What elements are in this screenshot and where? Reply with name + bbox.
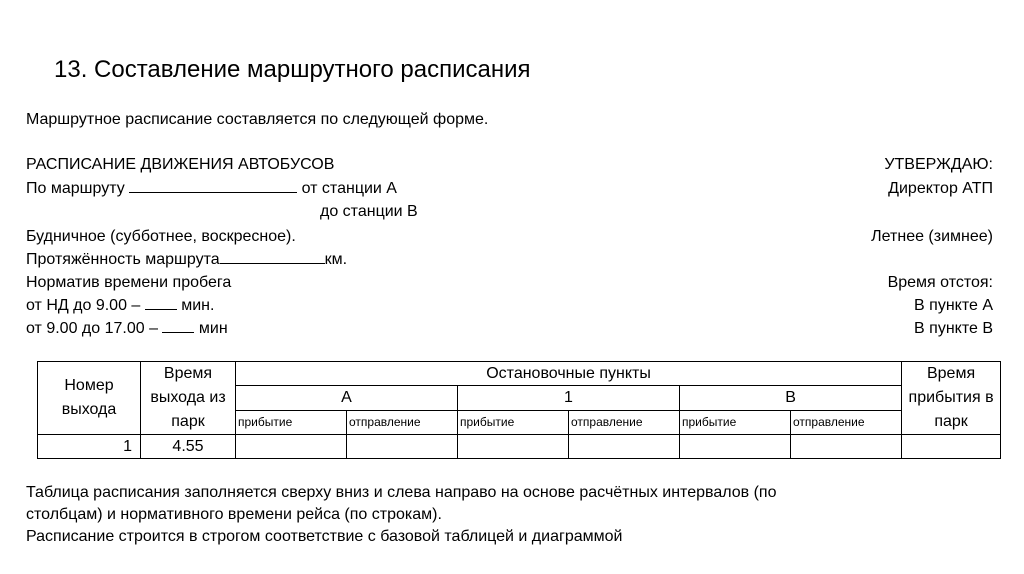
row-cell-1-arrival xyxy=(458,435,569,459)
length-blank xyxy=(220,249,325,264)
footer-line-2: столбцам) и нормативного времени рейса (по строкам). xyxy=(26,506,442,523)
header-b-arrival: прибытие xyxy=(680,410,791,434)
norm-1-prefix: от НД до 9.00 – xyxy=(26,297,141,314)
idle-b: В пункте В xyxy=(914,320,993,337)
row-depart-time: 4.55 xyxy=(141,435,236,459)
header-a-arrival: прибытие xyxy=(236,410,347,434)
header-stop-a: А xyxy=(236,386,458,410)
row-cell-b-arrival xyxy=(680,435,791,459)
header-stop-1: 1 xyxy=(458,386,680,410)
route-line xyxy=(26,177,397,200)
row-cell-a-arrival xyxy=(236,435,347,459)
row-exit-number: 1 xyxy=(38,435,141,459)
norm-2-blank xyxy=(162,318,194,333)
header-1-arrival: прибытие xyxy=(458,410,569,434)
day-type: Будничное (субботнее, воскресное). xyxy=(26,228,296,245)
idle-a: В пункте А xyxy=(914,297,993,314)
header-arrive-park: Время прибытия в парк xyxy=(902,362,1001,435)
season-label: Летнее (зимнее) xyxy=(871,228,993,245)
norm-2-suffix: мин xyxy=(198,320,228,337)
header-a-departure: отправление xyxy=(347,410,458,434)
footer-line-1: Таблица расписания заполняется сверху вниз и слева направо на основе расчётных интервалов (по xyxy=(26,484,777,501)
length-prefix: Протяжённость маршрута xyxy=(26,251,220,268)
norm-1-blank xyxy=(145,295,177,310)
norm-2-line xyxy=(26,317,228,340)
row-cell-arrive-park xyxy=(902,435,1001,459)
norm-1-line xyxy=(26,294,214,317)
norm-1-suffix: мин. xyxy=(181,297,215,314)
header-depart-park: Время выхода из парк xyxy=(141,362,236,435)
row-cell-a-departure xyxy=(347,435,458,459)
header-b-departure: отправление xyxy=(791,410,902,434)
norm-heading: Норматив времени пробега xyxy=(26,274,232,291)
approve-label: УТВЕРЖДАЮ: xyxy=(884,156,993,173)
director-label: Директор АТП xyxy=(888,180,993,197)
header-exit-number: Номер выхода xyxy=(38,362,141,435)
footer-line-3: Расписание строится в строгом соответствие с базовой таблицей и диаграммой xyxy=(26,528,623,545)
route-blank xyxy=(129,178,297,193)
page-title: 13. Составление маршрутного расписания xyxy=(54,56,531,83)
table-row xyxy=(38,435,1001,459)
schedule-table xyxy=(37,361,1001,459)
row-cell-1-departure xyxy=(569,435,680,459)
route-suffix: от станции А xyxy=(301,180,397,197)
to-station: до станции В xyxy=(320,203,418,220)
row-cell-b-departure xyxy=(791,435,902,459)
header-stops: Остановочные пункты xyxy=(236,362,902,386)
idle-heading: Время отстоя: xyxy=(887,274,993,291)
header-1-departure: отправление xyxy=(569,410,680,434)
schedule-heading: РАСПИСАНИЕ ДВИЖЕНИЯ АВТОБУСОВ xyxy=(26,156,335,173)
header-stop-b: В xyxy=(680,386,902,410)
length-line xyxy=(26,248,347,271)
footer-text xyxy=(26,482,776,548)
norm-2-prefix: от 9.00 до 17.00 – xyxy=(26,320,158,337)
length-suffix: км. xyxy=(324,251,348,268)
intro-text: Маршрутное расписание составляется по следующей форме. xyxy=(26,111,489,128)
route-prefix: По маршруту xyxy=(26,180,125,197)
